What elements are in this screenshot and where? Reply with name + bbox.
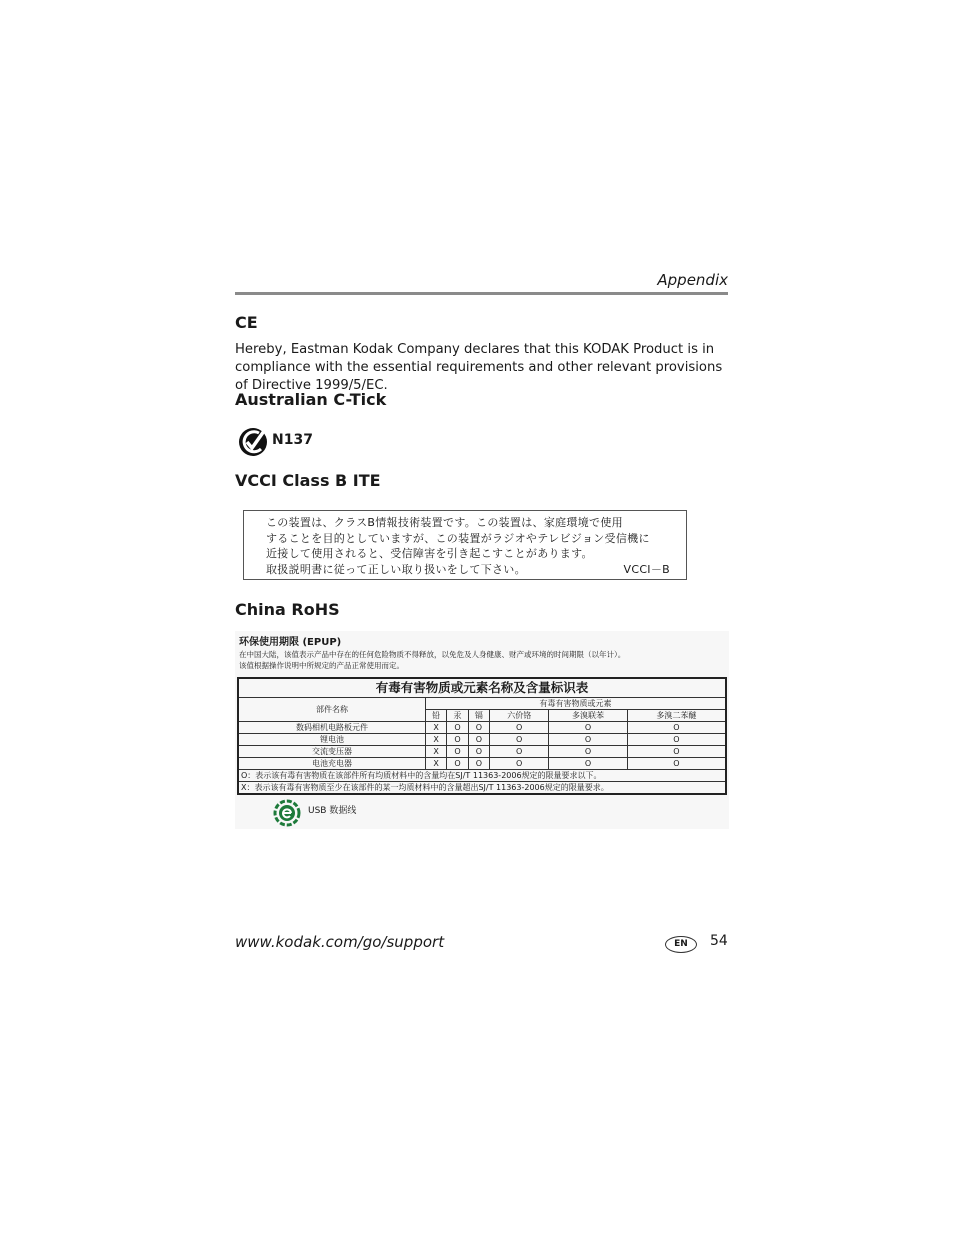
header-rule xyxy=(235,292,728,295)
part-name: 交流变压器 xyxy=(238,746,426,758)
substance-mark: O xyxy=(627,734,726,746)
table-note: O：表示该有毒有害物质在该部件所有均质材料中的含量均在SJ/T 11363-2006规定的限量要求以下。 xyxy=(238,770,726,782)
substance-header: 镉 xyxy=(468,710,489,722)
substance-mark: O xyxy=(447,746,468,758)
table-title: 有毒有害物质或元素名称及含量标识表 xyxy=(238,678,726,698)
substance-mark: X xyxy=(426,734,447,746)
substance-header: 铅 xyxy=(426,710,447,722)
part-name: 数码相机电路板元件 xyxy=(238,722,426,734)
substance-mark: O xyxy=(549,734,627,746)
china-rohs-heading: China RoHS xyxy=(235,600,340,619)
ce-heading: CE xyxy=(235,313,258,332)
substance-header: 多溴联苯 xyxy=(549,710,627,722)
substance-mark: O xyxy=(549,746,627,758)
table-row xyxy=(238,758,726,770)
substance-mark: O xyxy=(627,758,726,770)
ctick-supplier-code: N137 xyxy=(272,432,313,448)
vcci-line: 取扱説明書に従って正しい取り扱いをして下さい。 xyxy=(266,562,526,576)
substance-mark: X xyxy=(426,722,447,734)
vcci-statement-box xyxy=(243,510,687,580)
substance-mark: O xyxy=(468,722,489,734)
substance-header: 多溴二苯醚 xyxy=(627,710,726,722)
china-rohs-label xyxy=(235,631,729,829)
substance-mark: O xyxy=(490,734,549,746)
table-row xyxy=(238,746,726,758)
support-url: www.kodak.com/go/support xyxy=(235,933,445,951)
hazardous-substance-table xyxy=(237,677,727,795)
vcci-mark: VCCI－B xyxy=(623,562,670,576)
language-badge: EN xyxy=(665,936,697,953)
page-number: 54 xyxy=(710,933,728,949)
substance-mark: O xyxy=(447,734,468,746)
part-name: 锂电池 xyxy=(238,734,426,746)
substance-mark: O xyxy=(549,722,627,734)
usb-cable-label: USB 数据线 xyxy=(308,806,357,816)
table-note: X：表示该有毒有害物质至少在该部件的某一均质材料中的含量超出SJ/T 11363-2006规定的限量要求。 xyxy=(238,782,726,795)
running-header: Appendix xyxy=(657,271,728,289)
substance-mark: O xyxy=(490,722,549,734)
vcci-line: この装置は、クラスB情報技術装置です。この装置は、家庭環境で使用 xyxy=(266,516,623,529)
vcci-heading: VCCI Class B ITE xyxy=(235,471,381,490)
substance-mark: X xyxy=(426,758,447,770)
substance-mark: O xyxy=(468,746,489,758)
substance-mark: O xyxy=(447,722,468,734)
substance-mark: O xyxy=(490,746,549,758)
substance-mark: O xyxy=(627,746,726,758)
substance-mark: O xyxy=(627,722,726,734)
epup-e-logo-icon xyxy=(272,799,302,827)
part-name-header: 部件名称 xyxy=(238,698,426,722)
substance-header: 汞 xyxy=(447,710,468,722)
c-tick-logo-icon xyxy=(238,427,268,457)
substances-header: 有毒有害物质或元素 xyxy=(426,698,727,710)
epup-title: 环保使用期限 (EPUP) xyxy=(239,637,342,648)
epup-line: 在中国大陆，该值表示产品中存在的任何危险物质不得释放，以免危及人身健康、财产或环境的时间期限（以年计）。 xyxy=(239,650,626,659)
substance-header: 六价铬 xyxy=(490,710,549,722)
vcci-line: することを目的としていますが、この装置がラジオやテレビジョン受信機に xyxy=(266,531,650,545)
substance-mark: O xyxy=(468,758,489,770)
part-name: 电池充电器 xyxy=(238,758,426,770)
ce-paragraph: Hereby, Eastman Kodak Company declares that this KODAK Product is in compliance with the essential requirements and other relevant provisions of Directive 1999/5/EC. xyxy=(235,342,723,393)
table-row xyxy=(238,722,726,734)
table-row xyxy=(238,734,726,746)
substance-mark: X xyxy=(426,746,447,758)
ctick-heading: Australian C-Tick xyxy=(235,390,387,409)
epup-line: 该值根据操作说明中所规定的产品正常使用而定。 xyxy=(239,661,404,670)
substance-mark: O xyxy=(490,758,549,770)
substance-mark: O xyxy=(549,758,627,770)
substance-mark: O xyxy=(447,758,468,770)
substance-mark: O xyxy=(468,734,489,746)
vcci-line: 近接して使用されると、受信障害を引き起こすことがあります。 xyxy=(266,547,593,560)
